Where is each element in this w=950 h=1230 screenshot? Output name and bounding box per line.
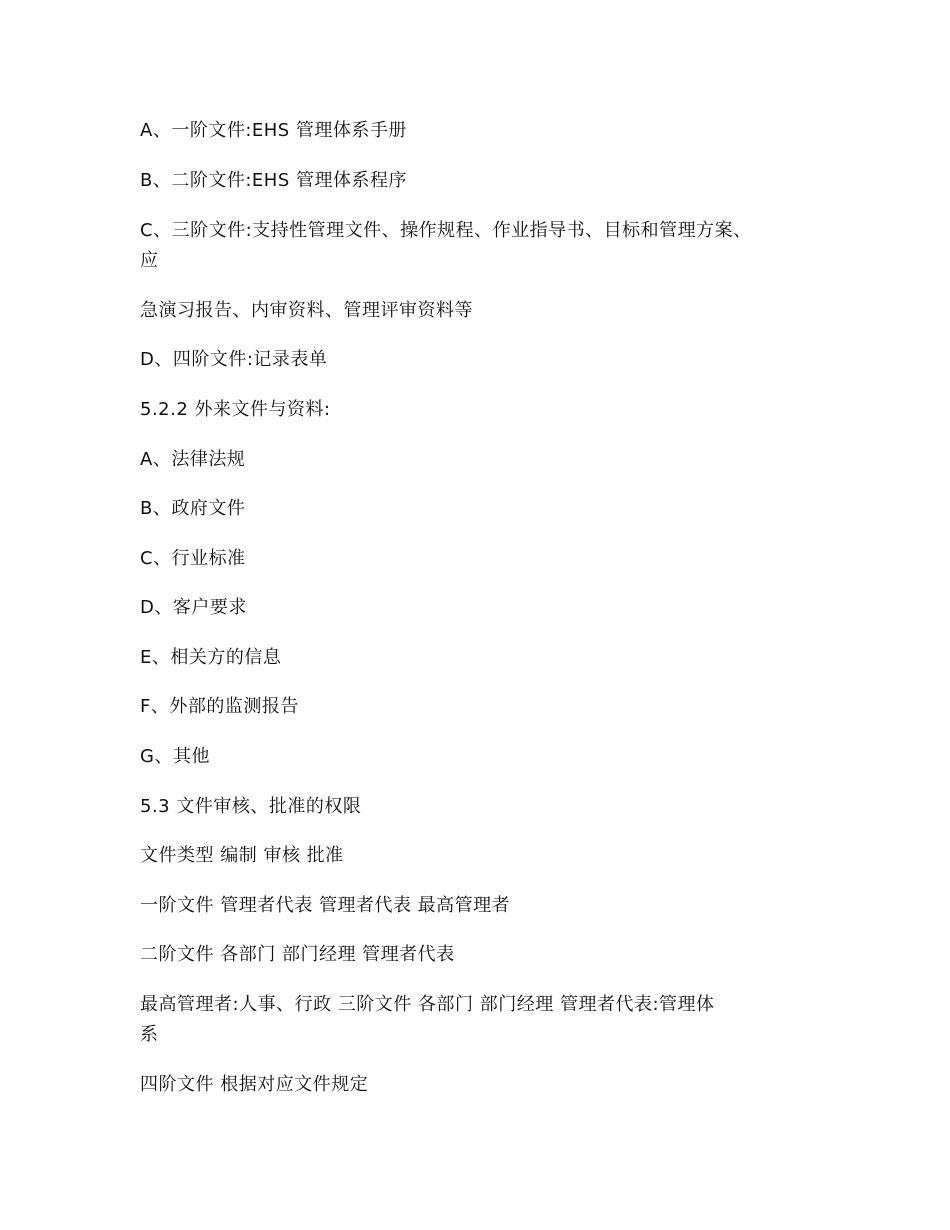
table-row-line: 最高管理者:人事、行政 三阶文件 各部门 部门经理 管理者代表:管理体 bbox=[140, 994, 715, 1015]
text-line: F、外部的监测报告 bbox=[140, 696, 299, 717]
text-line: D、客户要求 bbox=[140, 597, 247, 618]
table-row-line: 二阶文件 各部门 部门经理 管理者代表 bbox=[140, 944, 455, 965]
text-line: 应 bbox=[140, 250, 159, 271]
table-header-line: 文件类型 编制 审核 批准 bbox=[140, 845, 344, 866]
text-line: C、三阶文件:支持性管理文件、操作规程、作业指导书、目标和管理方案、 bbox=[140, 220, 752, 241]
text-line: G、其他 bbox=[140, 746, 210, 767]
text-line: A、法律法规 bbox=[140, 449, 246, 470]
text-line: C、行业标准 bbox=[140, 548, 246, 569]
text-line: 急演习报告、内审资料、管理评审资料等 bbox=[140, 300, 473, 321]
text-line: A、一阶文件:EHS 管理体系手册 bbox=[140, 120, 407, 141]
table-row-line: 四阶文件 根据对应文件规定 bbox=[140, 1074, 369, 1095]
section-heading: 5.3 文件审核、批准的权限 bbox=[140, 796, 362, 817]
text-line: E、相关方的信息 bbox=[140, 647, 282, 668]
section-heading: 5.2.2 外来文件与资料: bbox=[140, 399, 331, 420]
text-line: B、政府文件 bbox=[140, 498, 246, 519]
table-row-line: 系 bbox=[140, 1024, 159, 1045]
text-line: B、二阶文件:EHS 管理体系程序 bbox=[140, 170, 407, 191]
text-line: D、四阶文件:记录表单 bbox=[140, 349, 328, 370]
table-row-line: 一阶文件 管理者代表 管理者代表 最高管理者 bbox=[140, 895, 511, 916]
